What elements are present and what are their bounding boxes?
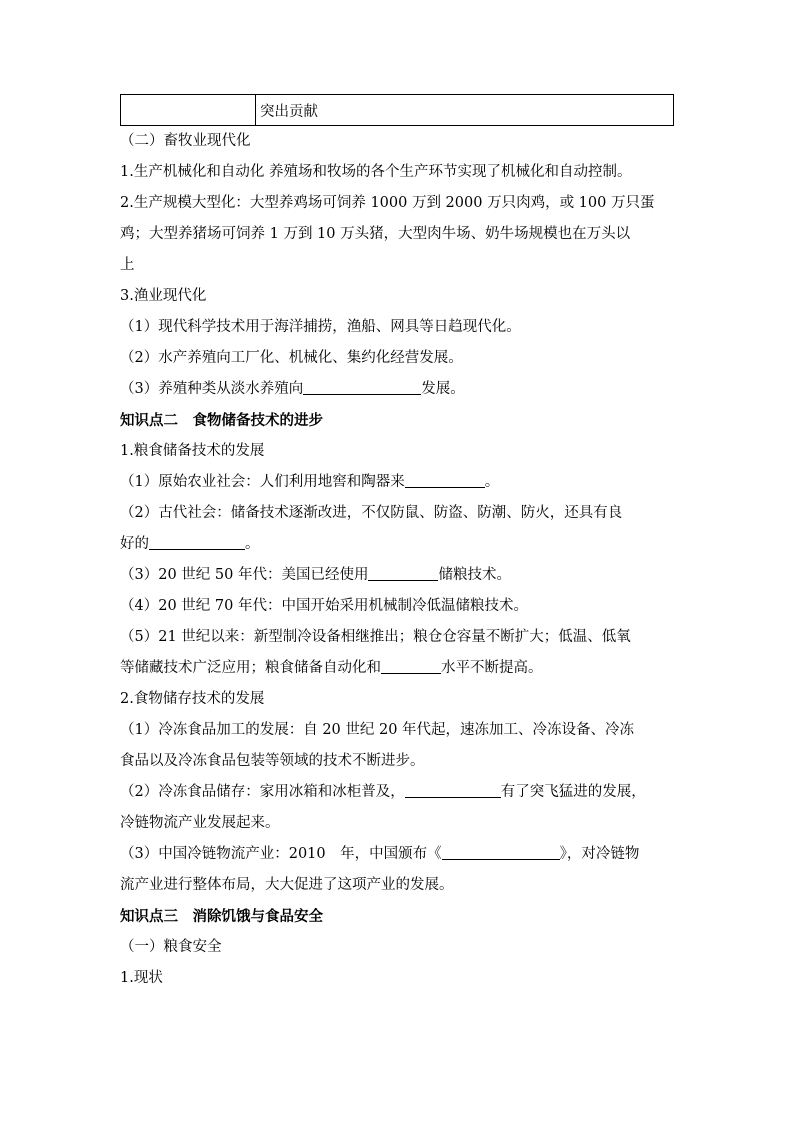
- fill-blank[interactable]: [149, 533, 245, 550]
- text: 好的: [120, 536, 149, 552]
- table-row: [121, 95, 674, 126]
- paragraph-ancient-2: [120, 529, 680, 560]
- document-page: [120, 94, 680, 994]
- text: 。: [484, 474, 500, 490]
- paragraph-frozen-storage-1: [120, 777, 680, 808]
- paragraph-fishery-2: （2）水产养殖向工厂化、机械化、集约化经营发展。: [120, 350, 463, 366]
- table-cell-empty: [121, 95, 256, 126]
- paragraph-ancient-1: （2）古代社会：储备技术逐渐改进，不仅防鼠、防盗、防潮、防火，还具有良: [120, 505, 623, 521]
- text: （1）原始农业社会：人们利用地窖和陶器来: [120, 474, 405, 490]
- paragraph-fishery-3: [120, 374, 680, 405]
- paragraph-21st-2: [120, 653, 680, 684]
- text: 》，对冷链物: [559, 846, 640, 862]
- section-heading-grain-security: （一）粮食安全: [120, 939, 222, 955]
- paragraph-primitive: [120, 467, 680, 498]
- text: 等储藏技术广泛应用；粮食储备自动化和: [120, 660, 381, 676]
- heading-status: 1.现状: [120, 970, 163, 986]
- text: 储粮技术。: [438, 567, 511, 583]
- fill-blank[interactable]: [303, 378, 421, 395]
- text: 有了突飞猛进的发展，: [500, 784, 646, 800]
- text: （2）冷冻食品储存：家用冰箱和冰柜普及，: [120, 784, 405, 800]
- heading-food-storage: 2.食物储存技术的发展: [120, 691, 265, 707]
- knowledge-point-3-heading: 知识点三 消除饥饿与食品安全: [120, 908, 323, 925]
- text: 。: [245, 536, 260, 552]
- section-heading-livestock: （二）畜牧业现代化: [120, 133, 251, 149]
- knowledge-point-2-heading: 知识点二 食物储备技术的进步: [120, 412, 323, 429]
- text: （3）养殖种类从淡水养殖向: [120, 381, 304, 397]
- fill-blank[interactable]: [405, 471, 485, 488]
- paragraph-frozen-1: （1）冷冻食品加工的发展：自 20 世纪 20 年代起，速冻加工、冷冻设备、冷冻: [120, 722, 635, 738]
- fill-blank[interactable]: [381, 657, 441, 674]
- paragraph-frozen-storage-2: 冷链物流产业发展起来。: [120, 815, 280, 831]
- paragraph-scale-1: 2.生产规模大型化：大型养鸡场可饲养 1000 万到 2000 万只肉鸡，或 100 万只蛋: [120, 195, 655, 211]
- paragraph-cold-chain-1: [120, 839, 680, 870]
- paragraph-1950s: [120, 560, 680, 591]
- text: 水平不断提高。: [441, 660, 543, 676]
- paragraph-1970s: （4）20 世纪 70 年代：中国开始采用机械制冷低温储粮技术。: [120, 598, 528, 614]
- paragraph-scale-3: 上: [120, 257, 135, 273]
- text: 发展。: [421, 381, 465, 397]
- fill-blank[interactable]: [442, 843, 560, 860]
- heading-fishery: 3.渔业现代化: [120, 288, 207, 304]
- paragraph-scale-2: 鸡；大型养猪场可饲养 1 万到 10 万头猪，大型肉牛场、奶牛场规模也在万头以: [120, 226, 631, 242]
- paragraph-21st-1: （5）21 世纪以来：新型制冷设备相继推出；粮仓仓容量不断扩大；低温、低氧: [120, 629, 631, 645]
- paragraph-fishery-1: （1）现代科学技术用于海洋捕捞，渔船、网具等日趋现代化。: [120, 319, 521, 335]
- table-cell-contribution: 突出贡献: [256, 95, 674, 126]
- fill-blank[interactable]: [405, 781, 501, 798]
- text: （3）中国冷链物流产业：2010 年，中国颁布《: [120, 846, 442, 862]
- fill-blank[interactable]: [368, 564, 438, 581]
- paragraph-frozen-2: 食品以及冷冻食品包装等领域的技术不断进步。: [120, 753, 425, 769]
- text: （3）20 世纪 50 年代：美国已经使用: [120, 567, 369, 583]
- heading-grain-storage: 1.粮食储备技术的发展: [120, 443, 265, 459]
- paragraph-mechanization: 1.生产机械化和自动化 养殖场和牧场的各个生产环节实现了机械化和自动控制。: [120, 164, 632, 180]
- contribution-table: [120, 94, 674, 126]
- paragraph-cold-chain-2: 流产业进行整体布局，大大促进了这项产业的发展。: [120, 877, 454, 893]
